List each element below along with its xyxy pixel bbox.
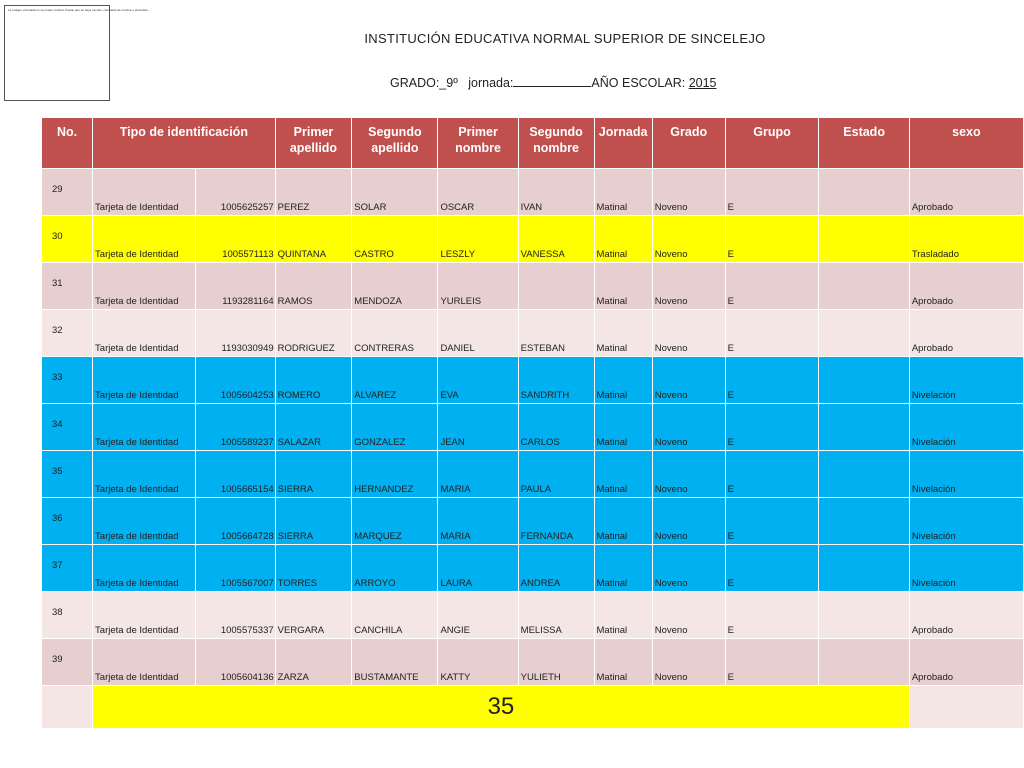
cell-no: 35 — [42, 451, 93, 498]
cell-no: 32 — [42, 310, 93, 357]
cell-segundo-nombre: CARLOS — [518, 404, 594, 451]
cell-primer-nombre: MARIA — [438, 498, 518, 545]
cell-estado — [819, 216, 909, 263]
col-jornada: Jornada — [594, 118, 652, 169]
cell-grado: Noveno — [652, 404, 725, 451]
cell-primer-nombre: LAURA — [438, 545, 518, 592]
cell-documento: 1005665154 — [195, 451, 275, 498]
cell-jornada: Matinal — [594, 310, 652, 357]
cell-jornada: Matinal — [594, 498, 652, 545]
cell-segundo-nombre: IVAN — [518, 169, 594, 216]
cell-grupo: E — [725, 545, 819, 592]
broken-logo-image — [4, 5, 149, 101]
cell-segundo-nombre: SANDRITH — [518, 357, 594, 404]
cell-segundo-apellido: MENDOZA — [352, 263, 438, 310]
anio-label: AÑO ESCOLAR: — [591, 76, 686, 90]
cell-estado — [819, 545, 909, 592]
table-row — [42, 451, 1024, 498]
cell-grupo: E — [725, 216, 819, 263]
cell-grado: Noveno — [652, 216, 725, 263]
total-row-empty-cell — [42, 686, 93, 729]
cell-segundo-apellido: ALVAREZ — [352, 357, 438, 404]
cell-estado — [819, 639, 909, 686]
total-row — [42, 686, 1024, 729]
cell-segundo-apellido: ARROYO — [352, 545, 438, 592]
cell-segundo-nombre: FERNANDA — [518, 498, 594, 545]
cell-sexo: Nivelación — [909, 404, 1023, 451]
cell-grado: Noveno — [652, 451, 725, 498]
cell-sexo: Nivelación — [909, 451, 1023, 498]
cell-no: 33 — [42, 357, 93, 404]
school-title: INSTITUCIÓN EDUCATIVA NORMAL SUPERIOR DE SINCELEJO — [364, 31, 766, 46]
cell-segundo-apellido: CANCHILA — [352, 592, 438, 639]
cell-tipo: Tarjeta de Identidad — [93, 263, 196, 310]
table-row — [42, 310, 1024, 357]
cell-sexo: Aprobado — [909, 169, 1023, 216]
student-roster-table — [41, 117, 1024, 729]
cell-segundo-apellido: CASTRO — [352, 216, 438, 263]
cell-tipo: Tarjeta de Identidad — [93, 169, 196, 216]
cell-primer-nombre: LESZLY — [438, 216, 518, 263]
cell-estado — [819, 357, 909, 404]
col-primer-nombre: Primer nombre — [438, 118, 518, 169]
cell-sexo: Nivelación — [909, 357, 1023, 404]
table-row — [42, 404, 1024, 451]
cell-jornada: Matinal — [594, 404, 652, 451]
cell-grado: Noveno — [652, 310, 725, 357]
cell-no: 31 — [42, 263, 93, 310]
total-row-empty-cell — [909, 686, 1023, 729]
cell-tipo: Tarjeta de Identidad — [93, 592, 196, 639]
cell-primer-apellido: SALAZAR — [275, 404, 352, 451]
cell-segundo-nombre: VANESSA — [518, 216, 594, 263]
cell-primer-apellido: ROMERO — [275, 357, 352, 404]
cell-documento: 1005589237 — [195, 404, 275, 451]
cell-sexo: Nivelación — [909, 498, 1023, 545]
cell-documento: 1005604253 — [195, 357, 275, 404]
cell-segundo-apellido: GONZALEZ — [352, 404, 438, 451]
cell-primer-apellido: RODRIGUEZ — [275, 310, 352, 357]
cell-jornada: Matinal — [594, 639, 652, 686]
cell-primer-nombre: EVA — [438, 357, 518, 404]
broken-image-caption: La imagen vinculada no se puede mostrar. Puede que se haya movido, cambiado de nombre o eliminado. — [8, 8, 149, 12]
cell-grado: Noveno — [652, 263, 725, 310]
cell-jornada: Matinal — [594, 357, 652, 404]
cell-primer-nombre: YURLEIS — [438, 263, 518, 310]
cell-primer-nombre: ANGIE — [438, 592, 518, 639]
cell-grado: Noveno — [652, 592, 725, 639]
col-grupo: Grupo — [725, 118, 819, 169]
cell-primer-nombre: MARIA — [438, 451, 518, 498]
cell-grado: Noveno — [652, 357, 725, 404]
cell-tipo: Tarjeta de Identidad — [93, 639, 196, 686]
cell-primer-apellido: RAMOS — [275, 263, 352, 310]
cell-documento: 1193281164 — [195, 263, 275, 310]
cell-estado — [819, 263, 909, 310]
cell-grado: Noveno — [652, 639, 725, 686]
table-row — [42, 216, 1024, 263]
cell-grupo: E — [725, 451, 819, 498]
cell-tipo: Tarjeta de Identidad — [93, 310, 196, 357]
cell-segundo-nombre: ANDREA — [518, 545, 594, 592]
cell-jornada: Matinal — [594, 263, 652, 310]
cell-tipo: Tarjeta de Identidad — [93, 545, 196, 592]
jornada-label: jornada: — [468, 76, 514, 90]
cell-estado — [819, 592, 909, 639]
cell-jornada: Matinal — [594, 216, 652, 263]
cell-segundo-apellido: BUSTAMANTE — [352, 639, 438, 686]
cell-grado: Noveno — [652, 498, 725, 545]
cell-grupo: E — [725, 169, 819, 216]
cell-primer-nombre: OSCAR — [438, 169, 518, 216]
cell-no: 37 — [42, 545, 93, 592]
cell-documento: 1005567007 — [195, 545, 275, 592]
cell-documento: 1005575337 — [195, 592, 275, 639]
cell-primer-apellido: PEREZ — [275, 169, 352, 216]
cell-segundo-apellido: HERNANDEZ — [352, 451, 438, 498]
col-primer-apellido: Primer apellido — [275, 118, 352, 169]
cell-grado: Noveno — [652, 545, 725, 592]
cell-estado — [819, 169, 909, 216]
cell-grupo: E — [725, 592, 819, 639]
cell-segundo-apellido: MARQUEZ — [352, 498, 438, 545]
cell-sexo: Aprobado — [909, 263, 1023, 310]
cell-sexo: Nivelación — [909, 545, 1023, 592]
cell-primer-apellido: ZARZA — [275, 639, 352, 686]
cell-sexo: Aprobado — [909, 639, 1023, 686]
cell-primer-apellido: QUINTANA — [275, 216, 352, 263]
col-estado: Estado — [819, 118, 909, 169]
cell-jornada: Matinal — [594, 169, 652, 216]
col-no: No. — [42, 118, 93, 169]
col-segundo-nombre: Segundo nombre — [518, 118, 594, 169]
cell-primer-apellido: SIERRA — [275, 498, 352, 545]
cell-primer-apellido: VERGARA — [275, 592, 352, 639]
table-row — [42, 592, 1024, 639]
cell-jornada: Matinal — [594, 592, 652, 639]
cell-sexo: Aprobado — [909, 592, 1023, 639]
cell-primer-nombre: JEAN — [438, 404, 518, 451]
cell-tipo: Tarjeta de Identidad — [93, 404, 196, 451]
cell-tipo: Tarjeta de Identidad — [93, 357, 196, 404]
cell-documento: 1193030949 — [195, 310, 275, 357]
jornada-blank — [513, 75, 591, 87]
cell-segundo-nombre: YULIETH — [518, 639, 594, 686]
cell-documento: 1005571113 — [195, 216, 275, 263]
cell-estado — [819, 404, 909, 451]
cell-segundo-apellido: CONTRERAS — [352, 310, 438, 357]
cell-jornada: Matinal — [594, 451, 652, 498]
cell-no: 38 — [42, 592, 93, 639]
table-row — [42, 498, 1024, 545]
col-segundo-apellido: Segundo apellido — [352, 118, 438, 169]
cell-tipo: Tarjeta de Identidad — [93, 216, 196, 263]
cell-primer-apellido: TORRES — [275, 545, 352, 592]
cell-tipo: Tarjeta de Identidad — [93, 451, 196, 498]
table-row — [42, 357, 1024, 404]
cell-documento: 1005664728 — [195, 498, 275, 545]
cell-grupo: E — [725, 357, 819, 404]
cell-grupo: E — [725, 498, 819, 545]
cell-primer-apellido: SIERRA — [275, 451, 352, 498]
cell-estado — [819, 310, 909, 357]
cell-segundo-nombre: ESTEBAN — [518, 310, 594, 357]
cell-sexo: Trasladado — [909, 216, 1023, 263]
cell-grupo: E — [725, 263, 819, 310]
cell-tipo: Tarjeta de Identidad — [93, 498, 196, 545]
cell-primer-nombre: KATTY — [438, 639, 518, 686]
cell-grupo: E — [725, 404, 819, 451]
table-row — [42, 169, 1024, 216]
cell-segundo-nombre: PAULA — [518, 451, 594, 498]
cell-segundo-nombre: MELISSA — [518, 592, 594, 639]
cell-documento: 1005604136 — [195, 639, 275, 686]
total-count: 35 — [93, 686, 910, 729]
cell-grado: Noveno — [652, 169, 725, 216]
col-sexo: sexo — [909, 118, 1023, 169]
cell-estado — [819, 498, 909, 545]
grado-label: GRADO:_9º — [390, 76, 458, 90]
cell-no: 29 — [42, 169, 93, 216]
col-tipo-identificacion: Tipo de identificación — [93, 118, 276, 169]
cell-documento: 1005625257 — [195, 169, 275, 216]
cell-no: 34 — [42, 404, 93, 451]
table-header-row — [42, 118, 1024, 169]
cell-grupo: E — [725, 310, 819, 357]
cell-no: 30 — [42, 216, 93, 263]
cell-no: 39 — [42, 639, 93, 686]
anio-value: 2015 — [688, 76, 717, 90]
table-row — [42, 263, 1024, 310]
table-row — [42, 639, 1024, 686]
cell-no: 36 — [42, 498, 93, 545]
grade-line — [390, 75, 717, 90]
cell-segundo-nombre — [518, 263, 594, 310]
table-row — [42, 545, 1024, 592]
cell-segundo-apellido: SOLAR — [352, 169, 438, 216]
cell-jornada: Matinal — [594, 545, 652, 592]
cell-sexo: Aprobado — [909, 310, 1023, 357]
col-grado: Grado — [652, 118, 725, 169]
cell-primer-nombre: DANIEL — [438, 310, 518, 357]
cell-grupo: E — [725, 639, 819, 686]
cell-estado — [819, 451, 909, 498]
